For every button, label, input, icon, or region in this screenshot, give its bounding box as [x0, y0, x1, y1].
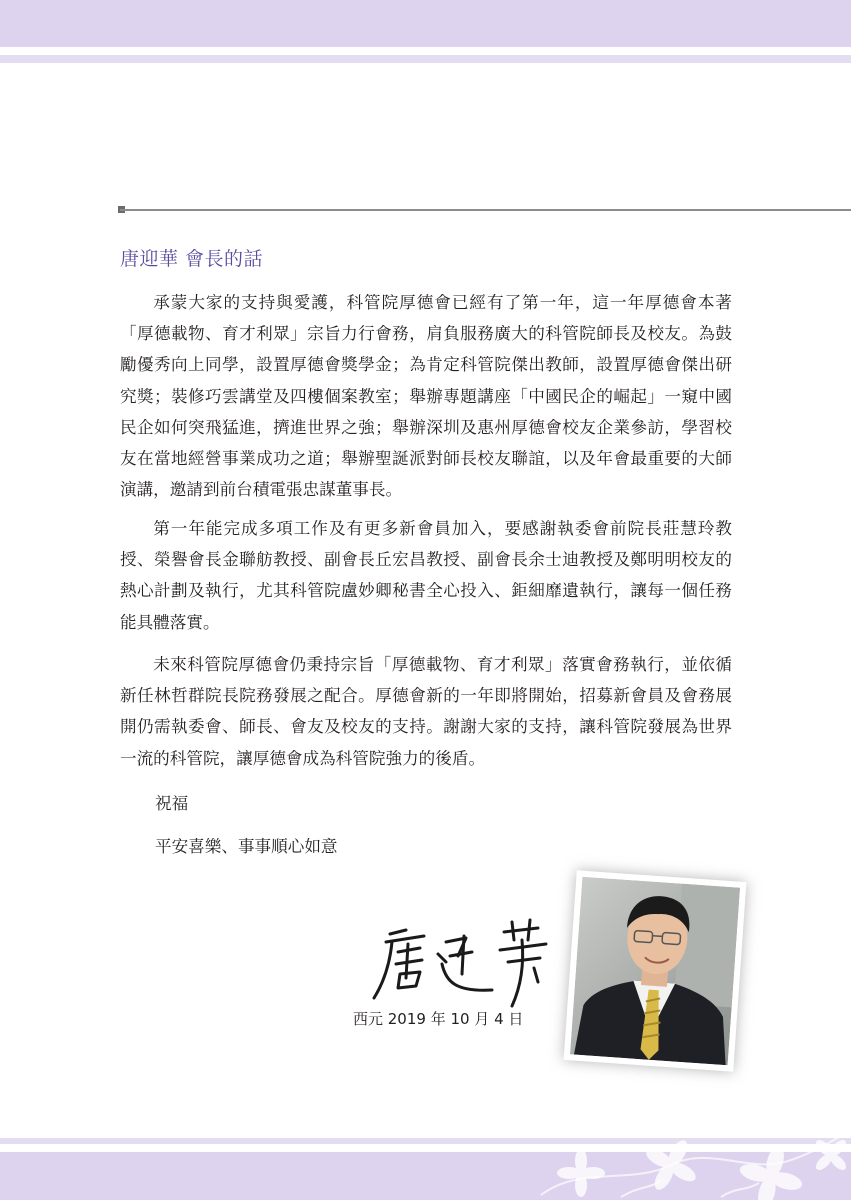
top-decorative-band [0, 0, 851, 47]
flower-pattern [521, 1125, 851, 1200]
closing-greeting: 祝福 [155, 794, 189, 813]
paragraph-3: 未來科管院厚德會仍秉持宗旨「厚德載物、育才利眾」落實會務執行，並依循新任林哲群院長院務發展之配合。厚德會新的一年即將開始，招募新會員及會務展開仍需執委會、師長、會友及校友的支持。謝謝大家的支持，讓科管院發展為世界一流的科管院，讓厚德會成為科管院強力的後盾。 [120, 655, 732, 768]
paragraph-2: 第一年能完成多項工作及有更多新會員加入，要感謝執委會前院長莊慧玲教授、榮譽會長金聯舫教授、副會長丘宏昌教授、副會長余士迪教授及鄭明明校友的熱心計劃及執行，尤其科管院盧妙卿秘書全心投入、鉅細靡遺執行，讓每一個任務能具體落實。 [120, 519, 732, 632]
signature-image [362, 912, 562, 1012]
date-line: 西元 2019 年 10 月 4 日 [353, 1010, 524, 1028]
page-title: 唐迎華 會長的話 [120, 248, 264, 270]
paragraph-1: 承蒙大家的支持與愛護，科管院厚德會已經有了第一年，這一年厚德會本著「厚德載物、育才利眾」宗旨力行會務，肩負服務廣大的科管院師長及校友。為鼓勵優秀向上同學，設置厚德會獎學金；為肯定科管院傑出教師，設置厚德會傑出研究獎；裝修巧雲講堂及四樓個案教室；舉辦專題講座「中國民企的崛起」一窺中國民企如何突飛猛進，擠進世界之強；舉辦深圳及惠州厚德會校友企業參訪，學習校友在當地經營事業成功之道；舉辦聖誕派對師長校友聯誼，以及年會最重要的大師演講，邀請到前台積電張忠謀董事長。 [120, 293, 732, 500]
portrait-photo [564, 870, 747, 1071]
portrait-image [570, 877, 740, 1066]
top-decorative-stripe [0, 55, 851, 63]
closing-wish: 平安喜樂、事事順心如意 [155, 837, 338, 856]
header-rule [120, 209, 851, 211]
